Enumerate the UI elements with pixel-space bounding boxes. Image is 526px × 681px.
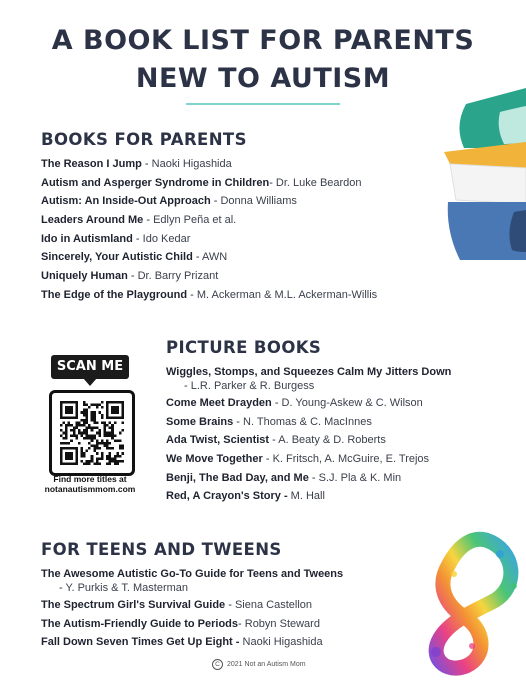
- copyright-footer: [212, 659, 306, 670]
- list-item: [41, 616, 343, 635]
- separator: -: [308, 471, 319, 484]
- book-author: Y. Purkis & T. Masterman: [65, 582, 189, 594]
- list-item: [41, 634, 343, 653]
- separator: -: [59, 582, 66, 594]
- book-author: Siena Castellon: [234, 599, 313, 611]
- book-title: Autism and Asperger Syndrome in Children: [41, 176, 270, 189]
- book-author: M. Ackerman & M.L. Ackerman-Willis: [196, 288, 378, 301]
- book-author: Naoki Higashida: [242, 636, 323, 649]
- title-line-1: A BOOK LIST FOR PARENTS: [51, 25, 475, 56]
- book-title: The Spectrum Girl's Survival Guide: [41, 599, 226, 611]
- book-title: Leaders Around Me: [41, 214, 144, 227]
- book-author: Donna Williams: [220, 195, 297, 208]
- book-author: D. Young-Askew & C. Wilson: [281, 397, 423, 409]
- separator: -: [210, 195, 221, 208]
- list-item: [41, 566, 343, 597]
- scan-me-badge: SCAN ME: [51, 355, 129, 379]
- book-author: S.J. Pla & K. Min: [318, 471, 402, 484]
- teens-book-list: [41, 566, 343, 653]
- book-author-line: [166, 380, 451, 392]
- section-heading-parents: BOOKS FOR PARENTS: [41, 130, 247, 149]
- parents-book-list: [41, 156, 377, 306]
- book-author-line: [41, 582, 343, 594]
- separator: -: [132, 232, 143, 245]
- book-author: N. Thomas & C. MacInnes: [243, 415, 372, 428]
- picture-book-list: [166, 364, 451, 507]
- separator: -: [262, 453, 273, 466]
- separator: -: [225, 599, 235, 611]
- title-line-2: NEW TO AUTISM: [135, 63, 391, 94]
- book-author: Dr. Luke Beardon: [275, 176, 362, 189]
- separator: -: [238, 617, 245, 630]
- separator: -: [192, 251, 202, 264]
- qr-caption-line-1: Find more titles at: [53, 474, 127, 484]
- list-item: [166, 488, 451, 507]
- qr-code-frame[interactable]: [49, 390, 135, 476]
- list-item: [41, 287, 377, 306]
- book-author: Naoki Higashida: [151, 158, 232, 170]
- separator: -: [187, 288, 197, 301]
- book-author: Ido Kedar: [142, 232, 191, 245]
- separator: -: [143, 214, 154, 227]
- book-title: Uniquely Human: [41, 270, 128, 283]
- list-item: [41, 231, 377, 250]
- separator: -: [269, 176, 276, 189]
- stacked-books-icon: [444, 82, 526, 267]
- book-title: The Reason I Jump: [41, 158, 142, 170]
- book-author: Robyn Steward: [244, 617, 320, 630]
- separator: -: [271, 397, 282, 409]
- title-divider: [186, 103, 340, 105]
- book-author: A. Beaty & D. Roberts: [278, 434, 386, 447]
- separator: -: [233, 415, 244, 428]
- list-item: [41, 156, 377, 175]
- book-title: Autism: An Inside-Out Approach: [41, 195, 211, 208]
- book-title: Ido in Autismland: [41, 232, 133, 245]
- badge-pointer: [83, 378, 97, 386]
- list-item: [41, 597, 343, 616]
- book-title: Come Meet Drayden: [166, 397, 272, 409]
- book-author: Dr. Barry Prizant: [137, 270, 219, 283]
- book-title: We Move Together: [166, 453, 263, 466]
- list-item: [41, 175, 377, 194]
- list-item: [41, 193, 377, 212]
- list-item: [166, 364, 451, 395]
- qr-caption-url: notanautismmom.com: [44, 484, 136, 494]
- separator: -: [141, 158, 152, 170]
- book-title: The Autism-Friendly Guide to Periods: [41, 617, 239, 630]
- list-item: [41, 268, 377, 287]
- list-item: [41, 249, 377, 268]
- book-title: Fall Down Seven Times Get Up Eight -: [41, 636, 240, 649]
- book-title: Red, A Crayon's Story -: [166, 490, 288, 503]
- book-title: Ada Twist, Scientist: [166, 434, 270, 447]
- list-item: [166, 414, 451, 433]
- section-heading-picture: PICTURE BOOKS: [166, 338, 322, 357]
- rainbow-infinity-icon: [388, 526, 526, 676]
- list-item: [166, 432, 451, 451]
- separator: -: [184, 380, 191, 392]
- book-title: The Awesome Autistic Go-To Guide for Teens and Tweens: [41, 568, 344, 580]
- footer-text: 2021 Not an Autism Mom: [227, 661, 306, 668]
- separator: -: [269, 434, 279, 447]
- book-author: M. Hall: [290, 490, 325, 503]
- book-title: The Edge of the Playground: [41, 288, 188, 301]
- copyright-icon: C: [212, 659, 223, 670]
- qr-code-icon[interactable]: [60, 401, 124, 465]
- book-author: K. Fritsch, A. McGuire, E. Trejos: [272, 453, 430, 466]
- book-title: Benji, The Bad Day, and Me: [166, 471, 309, 484]
- qr-caption: [38, 474, 142, 494]
- book-title: Wiggles, Stomps, and Squeezes Calm My Jitters Down: [166, 366, 452, 378]
- section-heading-teens: FOR TEENS AND TWEENS: [41, 540, 282, 559]
- book-title: Some Brains: [166, 415, 234, 428]
- list-item: [41, 212, 377, 231]
- book-title: Sincerely, Your Autistic Child: [41, 251, 193, 264]
- book-author: Edlyn Peña et al.: [153, 214, 237, 227]
- list-item: [166, 395, 451, 414]
- separator: -: [127, 270, 138, 283]
- book-author: AWN: [201, 251, 228, 264]
- list-item: [166, 470, 451, 489]
- list-item: [166, 451, 451, 470]
- book-author: L.R. Parker & R. Burgess: [190, 380, 315, 392]
